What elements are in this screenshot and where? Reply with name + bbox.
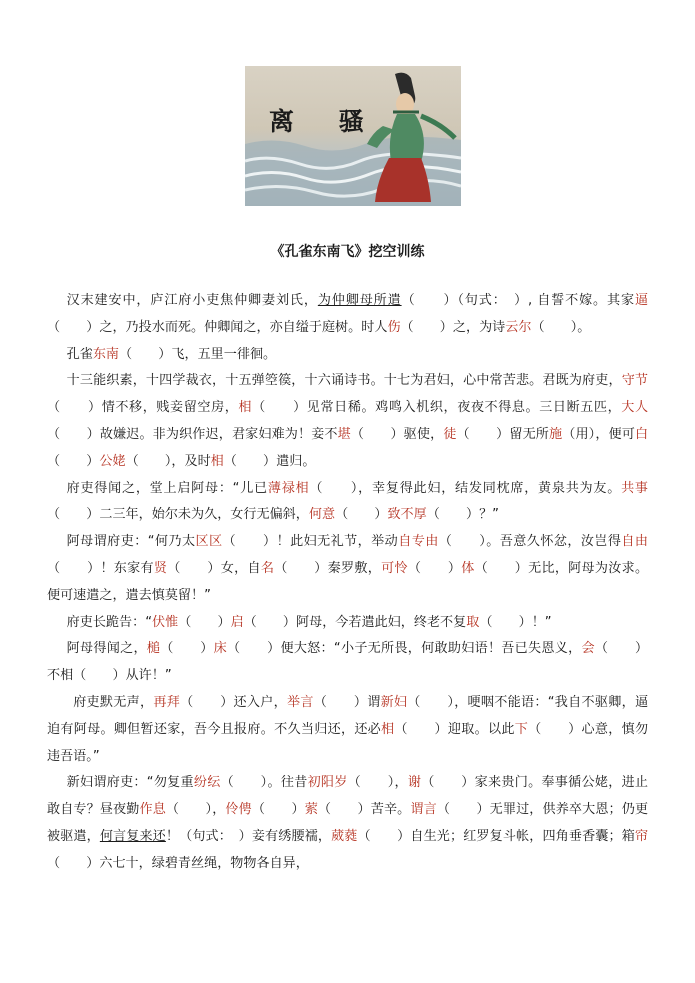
keyword: 可怜 xyxy=(381,560,408,576)
text-run: （ ）阿母，今若遣此妇，终老不复 xyxy=(243,614,467,630)
text-run: （ ）！东家有 xyxy=(47,560,154,576)
underlined-sentence: 为仲卿母所遣 xyxy=(317,293,402,308)
document-title: 《孔雀东南飞》挖空训练 xyxy=(270,244,425,260)
text-run: ！（句式： ）妾有绣腰襦， xyxy=(165,828,332,844)
text-run: （ ）秦罗敷， xyxy=(274,560,382,576)
paragraph-wife-reply xyxy=(47,770,648,877)
keyword: 帘 xyxy=(634,828,649,844)
keyword: 会 xyxy=(581,641,595,657)
text-run: （ ）六七十，绿碧青丝绳，物物各自异， xyxy=(47,855,309,871)
text-run: （ ）。 xyxy=(531,319,591,335)
text-run: （ ）女，自 xyxy=(167,560,261,576)
text-run: （ ）飞，五里一徘徊。 xyxy=(119,346,277,362)
paragraph-fuli-to-wife xyxy=(47,690,648,770)
keyword: 名 xyxy=(260,560,275,576)
text-run: （ ）无比，阿母为汝求。便可速遣之，遣去慎莫留！” xyxy=(47,560,649,603)
text-run: （ ）无罪过，供养卒大恩；仍更被驱遣， xyxy=(47,802,649,844)
keyword: 再拜 xyxy=(153,694,181,710)
text-run: （ ）驱使， xyxy=(350,426,444,442)
banner-illustration xyxy=(245,66,461,206)
keyword: 共事 xyxy=(621,480,649,496)
keyword: 下 xyxy=(514,721,529,737)
text-run: （ ）谓 xyxy=(313,694,381,710)
text-run: （ ）？” xyxy=(426,507,499,523)
text-run: （ ）心意，慎勿违吾语。” xyxy=(47,721,649,764)
keyword: 作息 xyxy=(139,802,166,818)
keyword: 启 xyxy=(230,614,244,630)
keyword: 伏惟 xyxy=(152,614,179,630)
keyword: 守节 xyxy=(621,373,649,389)
paragraph-fuli-kneels xyxy=(47,610,648,637)
keyword: 逼 xyxy=(634,293,648,308)
banner-title: 离 骚 xyxy=(269,107,382,136)
text-run: （ ）留无所 xyxy=(456,426,550,442)
text-run: （ ）情不移，贱妾留空房， xyxy=(47,400,239,416)
text-run: （ ）（句式： ）, 自誓不嫁。其家 xyxy=(401,293,635,308)
keyword: 伤 xyxy=(387,319,401,335)
text-run: 汉末建安中，庐江府小吏焦仲卿妻刘氏， xyxy=(66,293,318,308)
underlined-sentence: 何言复来还 xyxy=(99,828,166,844)
text-run: （ ） xyxy=(251,802,305,818)
text-run: （ ） xyxy=(160,641,214,657)
keyword: 床 xyxy=(213,641,228,657)
keyword: 公姥 xyxy=(99,453,126,469)
keyword: 相 xyxy=(381,721,395,737)
paragraph-lanzhi-speech xyxy=(47,368,648,475)
keyword: 纷纭 xyxy=(193,775,221,791)
text-run: （ ）故嫌迟。非为织作迟，君家妇难为！妾不 xyxy=(47,426,338,442)
paragraph-mother-reply xyxy=(47,529,648,609)
text-run: （ ）家来贵门。奉事循公姥，进止敢自专？昼夜勤 xyxy=(47,775,649,818)
paragraph-fuli-to-mother xyxy=(47,476,648,530)
keyword: 初阳岁 xyxy=(307,775,348,791)
text-run: （ ） xyxy=(47,453,100,469)
keyword: 白 xyxy=(634,426,649,442)
keyword: 区区 xyxy=(195,534,223,550)
document-body xyxy=(47,288,648,878)
keyword: 贤 xyxy=(153,560,168,576)
text-run: （ ）。往昔 xyxy=(220,775,308,791)
keyword: 施 xyxy=(549,426,563,442)
text-run: 府吏长跪告：“ xyxy=(66,614,152,630)
keyword: 徒 xyxy=(443,426,457,442)
keyword: 相 xyxy=(238,400,253,416)
text-run: 孔雀 xyxy=(66,346,93,362)
keyword: 致不厚 xyxy=(387,507,427,523)
keyword: 薄禄相 xyxy=(267,480,310,496)
text-run: （ ）！此妇无礼节，举动 xyxy=(222,534,399,550)
text-run: （ ）不相（ ）从许！” xyxy=(47,641,649,684)
text-run: 阿母谓府吏：“何乃太 xyxy=(66,534,196,550)
keyword: 何意 xyxy=(308,507,336,523)
keyword: 谓言 xyxy=(410,802,437,818)
text-run: （ ），哽咽不能语：“我自不驱卿，逼迫有阿母。卿但暂还家，吾今且报府。不久当归还，还必 xyxy=(47,694,649,737)
text-run: （ ），幸复得此妇，结发同枕席，黄泉共为友。 xyxy=(309,480,622,496)
keyword: 体 xyxy=(461,560,475,576)
paragraph-mother-angry xyxy=(47,636,648,690)
text-run: 阿母得闻之， xyxy=(66,641,147,657)
text-run: （ ）之，乃投水而死。仲卿闻之，亦自缢于庭树。时人 xyxy=(47,319,388,335)
text-run: （ ），及时 xyxy=(125,453,211,469)
text-run: 府吏默无声， xyxy=(73,694,154,710)
keyword: 新妇 xyxy=(380,694,408,710)
text-run: （ ）遣归。 xyxy=(223,453,316,469)
text-run: 府吏得闻之，堂上启阿母：“儿已 xyxy=(66,480,268,496)
text-run: （ ） xyxy=(335,507,388,523)
text-run: （ ）苦辛。 xyxy=(317,802,411,818)
text-run: （ ）见常日稀。鸡鸣入机织，夜夜不得息。三日断五匹， xyxy=(252,400,622,416)
text-run: （ ）还入户， xyxy=(180,694,288,710)
keyword: 葳蕤 xyxy=(331,828,358,844)
text-run: 十三能织素，十四学裁衣，十五弹箜篌，十六诵诗书。十七为君妇，心中常苦悲。君既为府吏， xyxy=(66,373,622,389)
keyword: 自专由 xyxy=(398,534,439,550)
keyword: 伶俜 xyxy=(225,802,252,818)
keyword: 东南 xyxy=(92,346,120,362)
text-run: （ ） xyxy=(407,560,462,576)
text-run: （用），便可 xyxy=(562,426,635,442)
text-run: （ ）二三年，始尔未为久，女行无偏斜， xyxy=(47,507,309,523)
text-run: （ ）。吾意久怀忿，汝岂得 xyxy=(438,534,622,550)
paragraph-intro xyxy=(47,288,648,342)
text-run: （ ）自生光；红罗复斗帐，四角垂香囊；箱 xyxy=(357,828,635,844)
keyword: 大人 xyxy=(621,400,649,416)
text-run: 新妇谓府吏：“勿复重 xyxy=(66,775,194,791)
text-run: （ ）便大怒：“小子无所畏，何敢助妇语！吾已失恩义， xyxy=(227,641,582,657)
text-run: （ ）之，为诗 xyxy=(400,319,506,335)
text-run: （ ）！” xyxy=(479,614,552,630)
text-run: （ ）， xyxy=(165,802,226,818)
keyword: 取 xyxy=(466,614,480,630)
keyword: 相 xyxy=(210,453,224,469)
keyword: 谢 xyxy=(407,775,422,791)
text-run: （ ） xyxy=(178,614,231,630)
keyword: 萦 xyxy=(304,802,318,818)
keyword: 自由 xyxy=(621,534,649,550)
text-run: （ ）迎取。以此 xyxy=(394,721,515,737)
keyword: 云尔 xyxy=(505,319,532,335)
text-run: （ ）， xyxy=(347,775,408,791)
keyword: 槌 xyxy=(146,641,161,657)
paragraph-peacock xyxy=(47,342,648,369)
keyword: 举言 xyxy=(287,694,314,710)
keyword: 堪 xyxy=(337,426,351,442)
